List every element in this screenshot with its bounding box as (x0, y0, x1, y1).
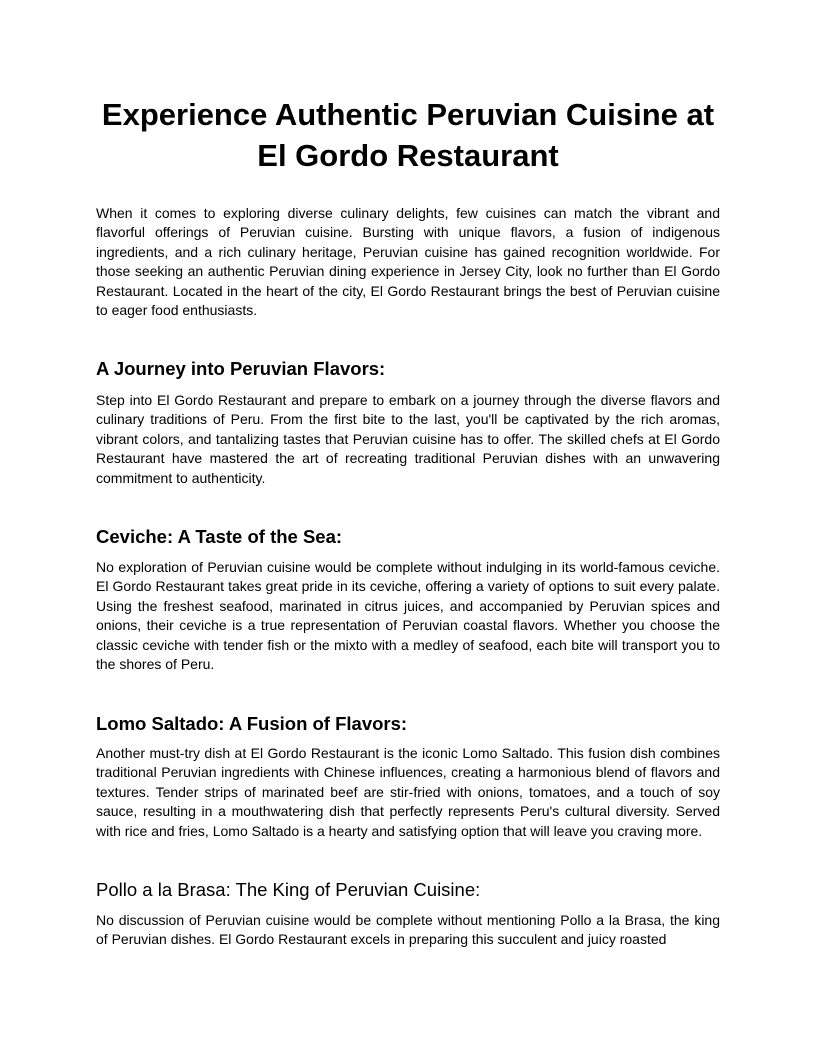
section-body-ceviche: No exploration of Peruvian cuisine would be complete without indulging in its world-famous ceviche. El Gordo Restaurant takes great pride in its ceviche, offering a variety of options to suit every palate. Using the freshest seafood, marinated in citrus juices, and accompanied by Peruvian spices and onions, their ceviche is a true representation of Peruvian coastal flavors. Whether you choose the classic ceviche with tender fish or the mixto with a medley of seafood, each bite will transport you to the shores of Peru. (96, 559, 720, 673)
section-heading-journey: A Journey into Peruvian Flavors: (96, 358, 386, 379)
section-body-pollo-a-la-brasa: No discussion of Peruvian cuisine would be complete without mentioning Pollo a la Brasa, the king of Peruvian dishes. El Gordo Restaurant excels in preparing this succulent and juicy roasted (96, 912, 720, 948)
section-body-lomo-saltado: Another must-try dish at El Gordo Restaurant is the iconic Lomo Saltado. This fusion dish combines traditional Peruvian ingredients with Chinese influences, creating a harmonious blend of flavors and textures. Tender strips of marinated beef are stir-fried with onions, tomatoes, and a touch of soy sauce, resulting in a mouthwatering dish that perfectly represents Peru's cultural diversity. Served with rice and fries, Lomo Saltado is a hearty and satisfying option that will leave you craving more. (96, 745, 720, 839)
intro-paragraph: When it comes to exploring diverse culinary delights, few cuisines can match the vibrant and flavorful offerings of Peruvian cuisine. Bursting with unique flavors, a fusion of indigenous ingredients, and a rich culinary heritage, Peruvian cuisine has gained recognition worldwide. For those seeking an authentic Peruvian dining experience in Jersey City, look no further than El Gordo Restaurant. Located in the heart of the city, El Gordo Restaurant brings the best of Peruvian cuisine to eager food enthusiasts. (96, 205, 720, 319)
section-body-journey: Step into El Gordo Restaurant and prepare to embark on a journey through the diverse flavors and culinary traditions of Peru. From the first bite to the last, you'll be captivated by the rich aromas, vibrant colors, and tantalizing tastes that Peruvian cuisine has to offer. The skilled chefs at El Gordo Restaurant have mastered the art of recreating traditional Peruvian dishes with an unwavering commitment to authenticity. (96, 392, 720, 486)
document-title: Experience Authentic Peruvian Cuisine at El Gordo Restaurant (101, 97, 715, 173)
section-heading-ceviche: Ceviche: A Taste of the Sea: (96, 526, 343, 547)
section-heading-lomo-saltado: Lomo Saltado: A Fusion of Flavors: (96, 713, 408, 734)
document-page (96, 0, 720, 1056)
section-heading-pollo-a-la-brasa: Pollo a la Brasa: The King of Peruvian Cuisine: (96, 879, 481, 900)
